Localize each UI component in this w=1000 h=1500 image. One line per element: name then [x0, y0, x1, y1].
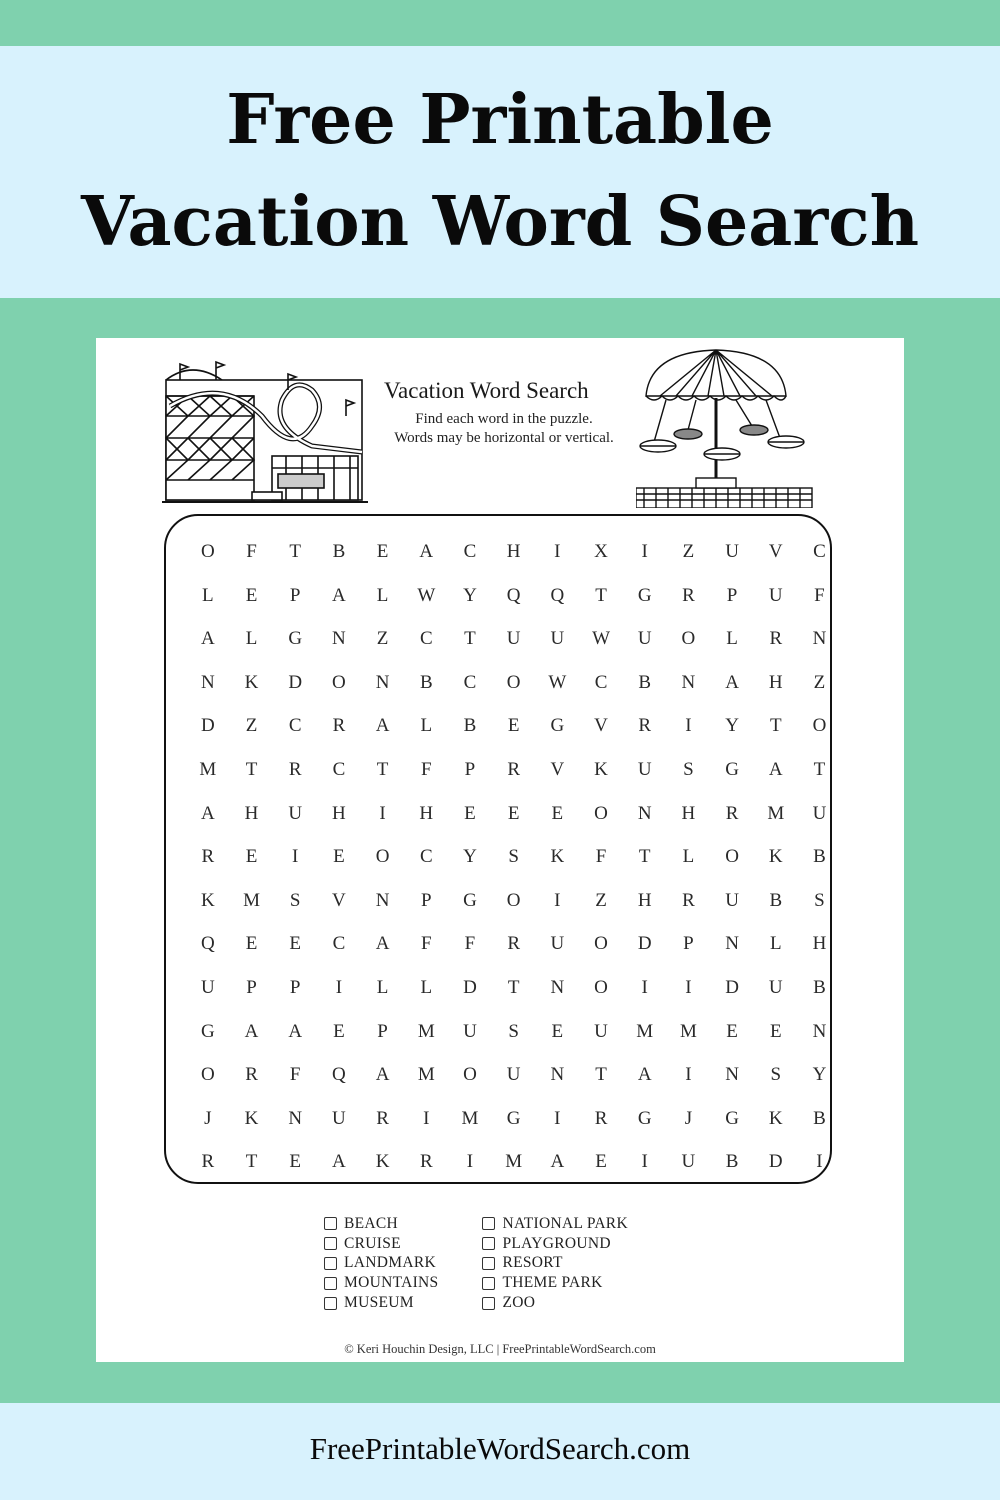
grid-letter[interactable]: O [594, 976, 608, 998]
grid-letter[interactable]: T [245, 758, 258, 780]
grid-letter[interactable]: I [641, 976, 648, 998]
grid-letter[interactable]: M [417, 1064, 435, 1086]
grid-letter[interactable]: L [682, 846, 695, 868]
grid-letter[interactable]: V [550, 758, 565, 780]
word-label: BEACH [344, 1214, 399, 1232]
grid-letter[interactable]: I [423, 1107, 430, 1129]
checkbox[interactable] [324, 1257, 337, 1270]
grid-letter[interactable]: Q [550, 584, 565, 606]
grid-letter[interactable]: G [637, 584, 652, 606]
grid-letter[interactable]: E [289, 933, 302, 955]
word-search-sheet [96, 338, 904, 1362]
grid-letter[interactable]: T [638, 846, 651, 868]
grid-letter[interactable]: H [332, 802, 346, 824]
grid-letter[interactable]: F [289, 1064, 301, 1086]
grid-letter[interactable]: F [464, 933, 476, 955]
grid-letter[interactable]: E [245, 846, 258, 868]
grid-letter[interactable]: F [246, 541, 257, 562]
grid-letter[interactable]: D [637, 933, 652, 955]
grid-letter[interactable]: U [506, 628, 521, 650]
grid-letter[interactable]: I [554, 1107, 561, 1129]
grid-letter[interactable]: L [376, 976, 389, 998]
word-label: MOUNTAINS [344, 1274, 439, 1292]
grid-letter[interactable]: A [288, 1020, 303, 1042]
grid-letter[interactable]: T [245, 1151, 258, 1173]
word-list-item [482, 1254, 627, 1274]
grid-letter[interactable]: P [726, 584, 738, 606]
grid-letter[interactable]: D [288, 671, 303, 693]
grid-letter[interactable]: M [679, 1020, 697, 1042]
word-list-item [482, 1234, 627, 1254]
grid-letter[interactable]: P [289, 584, 301, 606]
grid-letter[interactable]: N [375, 889, 390, 911]
grid-letter[interactable]: I [685, 976, 692, 998]
grid-letter[interactable]: L [420, 715, 433, 737]
grid-letter[interactable]: F [814, 584, 825, 606]
checkbox[interactable] [324, 1277, 337, 1290]
grid-letter[interactable]: V [768, 541, 783, 562]
grid-letter[interactable]: K [768, 1107, 783, 1129]
grid-letter[interactable]: O [332, 671, 346, 693]
grid-letter[interactable]: E [289, 1151, 302, 1173]
grid-letter[interactable]: O [725, 846, 739, 868]
grid-letter[interactable]: O [594, 802, 608, 824]
grid-letter[interactable]: M [461, 1107, 479, 1129]
grid-letter[interactable]: Q [506, 584, 521, 606]
grid-letter[interactable]: R [638, 715, 652, 737]
word-label: NATIONAL PARK [502, 1214, 628, 1232]
grid-letter[interactable]: H [681, 802, 696, 824]
grid-letter[interactable]: I [379, 802, 386, 824]
grid-letter[interactable]: O [594, 933, 608, 955]
grid-letter[interactable]: A [637, 1064, 652, 1086]
checkbox[interactable] [324, 1297, 337, 1310]
grid-letter[interactable]: C [813, 541, 826, 562]
grid-letter[interactable]: N [681, 671, 696, 693]
banner-title-line2: Vacation Word Search [80, 182, 920, 262]
grid-letter[interactable]: N [332, 628, 346, 650]
word-label: RESORT [502, 1254, 563, 1272]
grid-letter[interactable]: N [288, 1107, 303, 1129]
checkbox[interactable] [482, 1257, 495, 1270]
grid-letter[interactable]: I [816, 1151, 823, 1173]
grid-letter[interactable]: B [463, 715, 477, 737]
grid-letter[interactable]: H [637, 889, 652, 911]
grid-letter[interactable]: H [244, 802, 259, 824]
grid-letter[interactable]: R [507, 933, 520, 955]
grid-letter[interactable]: L [245, 628, 258, 650]
grid-letter[interactable]: Y [725, 715, 739, 737]
grid-letter[interactable]: V [594, 715, 608, 737]
grid-letter[interactable]: T [595, 1064, 607, 1086]
word-label: MUSEUM [344, 1294, 414, 1312]
grid-letter[interactable]: C [463, 541, 477, 562]
banner-title-line1: Free Printable [226, 80, 774, 160]
grid-letter[interactable]: K [244, 1107, 259, 1129]
grid-letter[interactable]: E [333, 1020, 345, 1042]
grid-letter[interactable]: B [813, 846, 826, 868]
grid-letter[interactable]: C [594, 671, 608, 693]
word-list-item [324, 1293, 438, 1313]
grid-letter[interactable]: Q [332, 1064, 346, 1086]
top-banner [0, 46, 1000, 298]
checkbox[interactable] [482, 1297, 495, 1310]
grid-letter[interactable]: Z [682, 541, 695, 562]
grid-letter[interactable]: Y [812, 1064, 827, 1086]
grid-letter[interactable]: U [200, 976, 215, 998]
grid-letter[interactable]: T [507, 976, 520, 998]
word-list-item [324, 1273, 438, 1293]
grid-letter[interactable]: Z [595, 889, 607, 911]
grid-letter[interactable]: I [335, 976, 343, 998]
bottom-banner [0, 1403, 1000, 1500]
grid-letter[interactable]: C [463, 671, 477, 693]
grid-letter[interactable]: S [508, 846, 519, 868]
grid-letter[interactable]: U [725, 889, 739, 911]
grid-letter[interactable]: P [246, 976, 257, 998]
grid-letter[interactable]: F [420, 758, 432, 780]
grid-letter[interactable]: E [507, 715, 520, 737]
grid-letter[interactable]: N [725, 1064, 739, 1086]
grid-letter[interactable]: L [420, 976, 433, 998]
word-label: THEME PARK [502, 1274, 603, 1292]
grid-letter[interactable]: A [375, 1064, 390, 1086]
grid-letter[interactable]: M [505, 1151, 523, 1173]
grid-letter[interactable]: G [637, 1107, 652, 1129]
grid-letter[interactable]: U [506, 1064, 521, 1086]
grid-letter[interactable]: N [812, 1020, 827, 1042]
checkbox[interactable] [324, 1217, 337, 1230]
grid-letter[interactable]: Z [813, 671, 826, 693]
grid-letter[interactable]: Z [376, 628, 389, 650]
grid-letter[interactable]: A [332, 1151, 346, 1173]
grid-letter[interactable]: G [725, 1107, 739, 1129]
roller-coaster-illustration [162, 356, 372, 508]
grid-letter[interactable]: I [685, 715, 692, 737]
grid-letter[interactable]: U [637, 628, 652, 650]
grid-letter[interactable]: C [332, 758, 346, 780]
grid-letter[interactable]: W [548, 671, 567, 693]
grid-letter[interactable]: B [638, 671, 652, 693]
grid-letter[interactable]: O [506, 889, 521, 911]
grid-letter[interactable]: G [463, 889, 477, 911]
grid-letter[interactable]: N [725, 933, 739, 955]
word-list-column-2 [482, 1214, 627, 1313]
grid-letter[interactable]: T [289, 541, 302, 562]
grid-letter[interactable]: S [683, 758, 694, 780]
grid-letter[interactable]: E [464, 802, 476, 824]
grid-letter[interactable]: I [466, 1151, 474, 1173]
grid-letter[interactable]: D [725, 976, 739, 998]
grid-letter[interactable]: R [201, 846, 215, 868]
grid-letter[interactable]: K [244, 671, 259, 693]
grid-letter[interactable]: Z [245, 715, 258, 737]
word-list-item [482, 1273, 627, 1293]
grid-letter[interactable]: H [506, 541, 521, 562]
grid-letter[interactable]: I [292, 846, 299, 868]
grid-letter[interactable]: A [332, 584, 346, 606]
grid-letter[interactable]: S [508, 1020, 519, 1042]
grid-letter[interactable]: E [245, 933, 258, 955]
grid-letter[interactable]: U [288, 802, 303, 824]
grid-letter[interactable]: P [420, 889, 432, 911]
grid-letter[interactable]: E [376, 541, 389, 562]
grid-letter[interactable]: U [768, 584, 783, 606]
grid-letter[interactable]: R [507, 758, 520, 780]
grid-letter[interactable]: F [595, 846, 607, 868]
checkbox[interactable] [482, 1277, 495, 1290]
grid-letter[interactable]: U [681, 1151, 696, 1173]
word-list-item [482, 1214, 627, 1234]
grid-letter[interactable]: G [506, 1107, 521, 1129]
word-label: CRUISE [344, 1234, 401, 1252]
word-label: LANDMARK [344, 1254, 436, 1272]
instruction-line-2: Words may be horizontal or vertical. [394, 430, 614, 446]
grid-letter[interactable]: U [812, 802, 827, 824]
grid-letter[interactable]: R [332, 715, 346, 737]
grid-letter[interactable]: K [768, 846, 783, 868]
grid-letter[interactable]: I [554, 541, 561, 562]
grid-letter[interactable]: Y [463, 584, 477, 606]
word-list-item [324, 1234, 438, 1254]
grid-letter[interactable]: K [550, 846, 565, 868]
grid-letter[interactable]: G [550, 715, 565, 737]
grid-letter[interactable]: R [201, 1151, 215, 1173]
grid-letter[interactable]: O [681, 628, 696, 650]
grid-letter[interactable]: R [419, 1151, 433, 1173]
grid-letter[interactable]: U [550, 933, 565, 955]
word-label: ZOO [502, 1294, 536, 1312]
grid-letter[interactable]: J [204, 1107, 212, 1129]
grid-letter[interactable]: R [376, 1107, 389, 1129]
grid-letter[interactable]: S [814, 889, 825, 911]
grid-letter[interactable]: U [768, 976, 783, 998]
grid-letter[interactable]: R [594, 1107, 608, 1129]
grid-letter[interactable]: G [200, 1020, 215, 1042]
grid-letter[interactable]: E [245, 584, 258, 606]
grid-letter[interactable]: L [202, 584, 214, 606]
grid-letter[interactable]: P [464, 758, 476, 780]
grid-letter[interactable]: P [377, 1020, 388, 1042]
word-list-column-1 [324, 1214, 438, 1313]
grid-letter[interactable]: R [245, 1064, 258, 1086]
grid-letter[interactable]: L [726, 628, 738, 650]
grid-letter[interactable]: E [333, 846, 345, 868]
grid-letter[interactable]: J [684, 1107, 693, 1129]
grid-letter[interactable]: X [594, 541, 608, 562]
grid-letter[interactable]: N [200, 671, 215, 693]
grid-letter[interactable]: A [375, 933, 390, 955]
grid-letter[interactable]: R [769, 628, 783, 650]
grid-letter[interactable]: R [288, 758, 302, 780]
grid-letter[interactable]: O [463, 1064, 477, 1086]
grid-letter[interactable]: E [551, 802, 564, 824]
grid-letter[interactable]: R [725, 802, 739, 824]
grid-letter[interactable]: R [682, 584, 695, 606]
grid-letter[interactable]: W [417, 584, 436, 606]
grid-letter[interactable]: G [725, 758, 739, 780]
grid-letter[interactable]: B [813, 1107, 826, 1129]
checkbox[interactable] [482, 1217, 495, 1230]
grid-letter[interactable]: A [244, 1020, 259, 1042]
grid-letter[interactable]: Q [200, 933, 215, 955]
grid-letter[interactable]: A [200, 628, 215, 650]
grid-letter[interactable]: N [550, 1064, 565, 1086]
copyright-footer: © Keri Houchin Design, LLC | FreePrintableWordSearch.com [344, 1342, 656, 1356]
grid-letter[interactable]: D [463, 976, 477, 998]
grid-letter[interactable]: N [550, 976, 565, 998]
grid-letter[interactable]: D [768, 1151, 783, 1173]
grid-letter[interactable]: K [594, 758, 608, 780]
grid-letter[interactable]: U [332, 1107, 346, 1129]
grid-letter[interactable]: C [332, 933, 346, 955]
grid-letter[interactable]: B [813, 976, 826, 998]
grid-letter[interactable]: N [812, 628, 827, 650]
grid-letter[interactable]: C [288, 715, 302, 737]
grid-letter[interactable]: P [683, 933, 694, 955]
grid-letter[interactable]: T [376, 758, 389, 780]
word-list-item [324, 1254, 438, 1274]
letter-grid-frame [164, 514, 832, 1184]
grid-letter[interactable]: M [199, 758, 217, 780]
grid-letter[interactable]: T [769, 715, 782, 737]
grid-letter[interactable]: A [200, 802, 215, 824]
word-label: PLAYGROUND [502, 1234, 611, 1252]
grid-letter[interactable]: I [641, 541, 648, 562]
grid-letter[interactable]: A [768, 758, 783, 780]
grid-letter[interactable]: G [288, 628, 303, 650]
checkbox[interactable] [324, 1237, 337, 1250]
site-url[interactable]: FreePrintableWordSearch.com [309, 1431, 691, 1466]
swing-ride-illustration [636, 348, 816, 508]
grid-letter[interactable]: E [551, 1020, 564, 1042]
word-list-item [482, 1293, 627, 1313]
word-list-item [324, 1214, 438, 1234]
grid-letter[interactable]: U [725, 541, 739, 562]
word-list [324, 1214, 628, 1313]
grid-letter[interactable]: E [507, 802, 520, 824]
grid-letter[interactable]: E [769, 1020, 782, 1042]
grid-letter[interactable]: I [641, 1151, 648, 1173]
grid-letter[interactable]: O [375, 846, 390, 868]
worksheet-title: Vacation Word Search [384, 378, 589, 403]
grid-letter[interactable]: T [464, 628, 476, 650]
grid-letter[interactable]: W [592, 628, 610, 650]
grid-letter[interactable]: F [420, 933, 432, 955]
grid-letter[interactable]: Y [463, 846, 477, 868]
grid-letter[interactable]: L [376, 584, 389, 606]
grid-letter[interactable]: S [289, 889, 301, 911]
grid-letter[interactable]: U [594, 1020, 608, 1042]
grid-letter[interactable]: O [812, 715, 827, 737]
grid-letter[interactable]: M [417, 1020, 435, 1042]
instruction-line-1: Find each word in the puzzle. [415, 411, 593, 427]
grid-letter[interactable]: B [419, 671, 433, 693]
grid-letter[interactable]: U [637, 758, 652, 780]
grid-letter[interactable]: T [813, 758, 826, 780]
grid-letter[interactable]: K [200, 889, 215, 911]
grid-letter[interactable]: O [506, 671, 521, 693]
grid-letter[interactable]: U [463, 1020, 477, 1042]
grid-letter[interactable]: A [550, 1151, 565, 1173]
grid-letter[interactable]: S [770, 1064, 782, 1086]
grid-letter[interactable]: B [332, 541, 346, 562]
grid-letter[interactable]: C [419, 846, 433, 868]
grid-letter[interactable]: H [419, 802, 434, 824]
worksheet-instructions [354, 410, 654, 448]
grid-letter[interactable]: A [419, 541, 434, 562]
grid-letter[interactable]: P [289, 976, 301, 998]
grid-letter[interactable]: U [550, 628, 565, 650]
grid-letter[interactable]: B [725, 1151, 739, 1173]
grid-letter[interactable]: E [595, 1151, 607, 1173]
grid-letter[interactable]: A [725, 671, 739, 693]
grid-letter[interactable]: M [243, 889, 260, 911]
grid-letter[interactable]: I [685, 1064, 692, 1086]
grid-letter[interactable]: V [332, 889, 346, 911]
grid-letter[interactable]: A [375, 715, 390, 737]
grid-letter[interactable]: N [375, 671, 390, 693]
checkbox[interactable] [482, 1237, 495, 1250]
grid-letter[interactable]: T [595, 584, 607, 606]
grid-letter[interactable]: B [769, 889, 783, 911]
grid-letter[interactable]: L [769, 933, 782, 955]
grid-letter[interactable]: M [767, 802, 785, 824]
grid-letter[interactable]: O [200, 541, 215, 562]
grid-letter[interactable]: N [637, 802, 652, 824]
grid-letter[interactable]: R [682, 889, 695, 911]
grid-letter[interactable]: K [375, 1151, 390, 1173]
grid-letter[interactable]: H [812, 933, 827, 955]
grid-letter[interactable]: D [200, 715, 215, 737]
grid-letter[interactable]: M [636, 1020, 654, 1042]
grid-letter[interactable]: E [726, 1020, 738, 1042]
letter-grid [186, 530, 841, 1184]
grid-letter[interactable]: H [768, 671, 783, 693]
grid-letter[interactable]: C [419, 628, 433, 650]
grid-letter[interactable]: I [554, 889, 561, 911]
grid-letter[interactable]: O [200, 1064, 215, 1086]
